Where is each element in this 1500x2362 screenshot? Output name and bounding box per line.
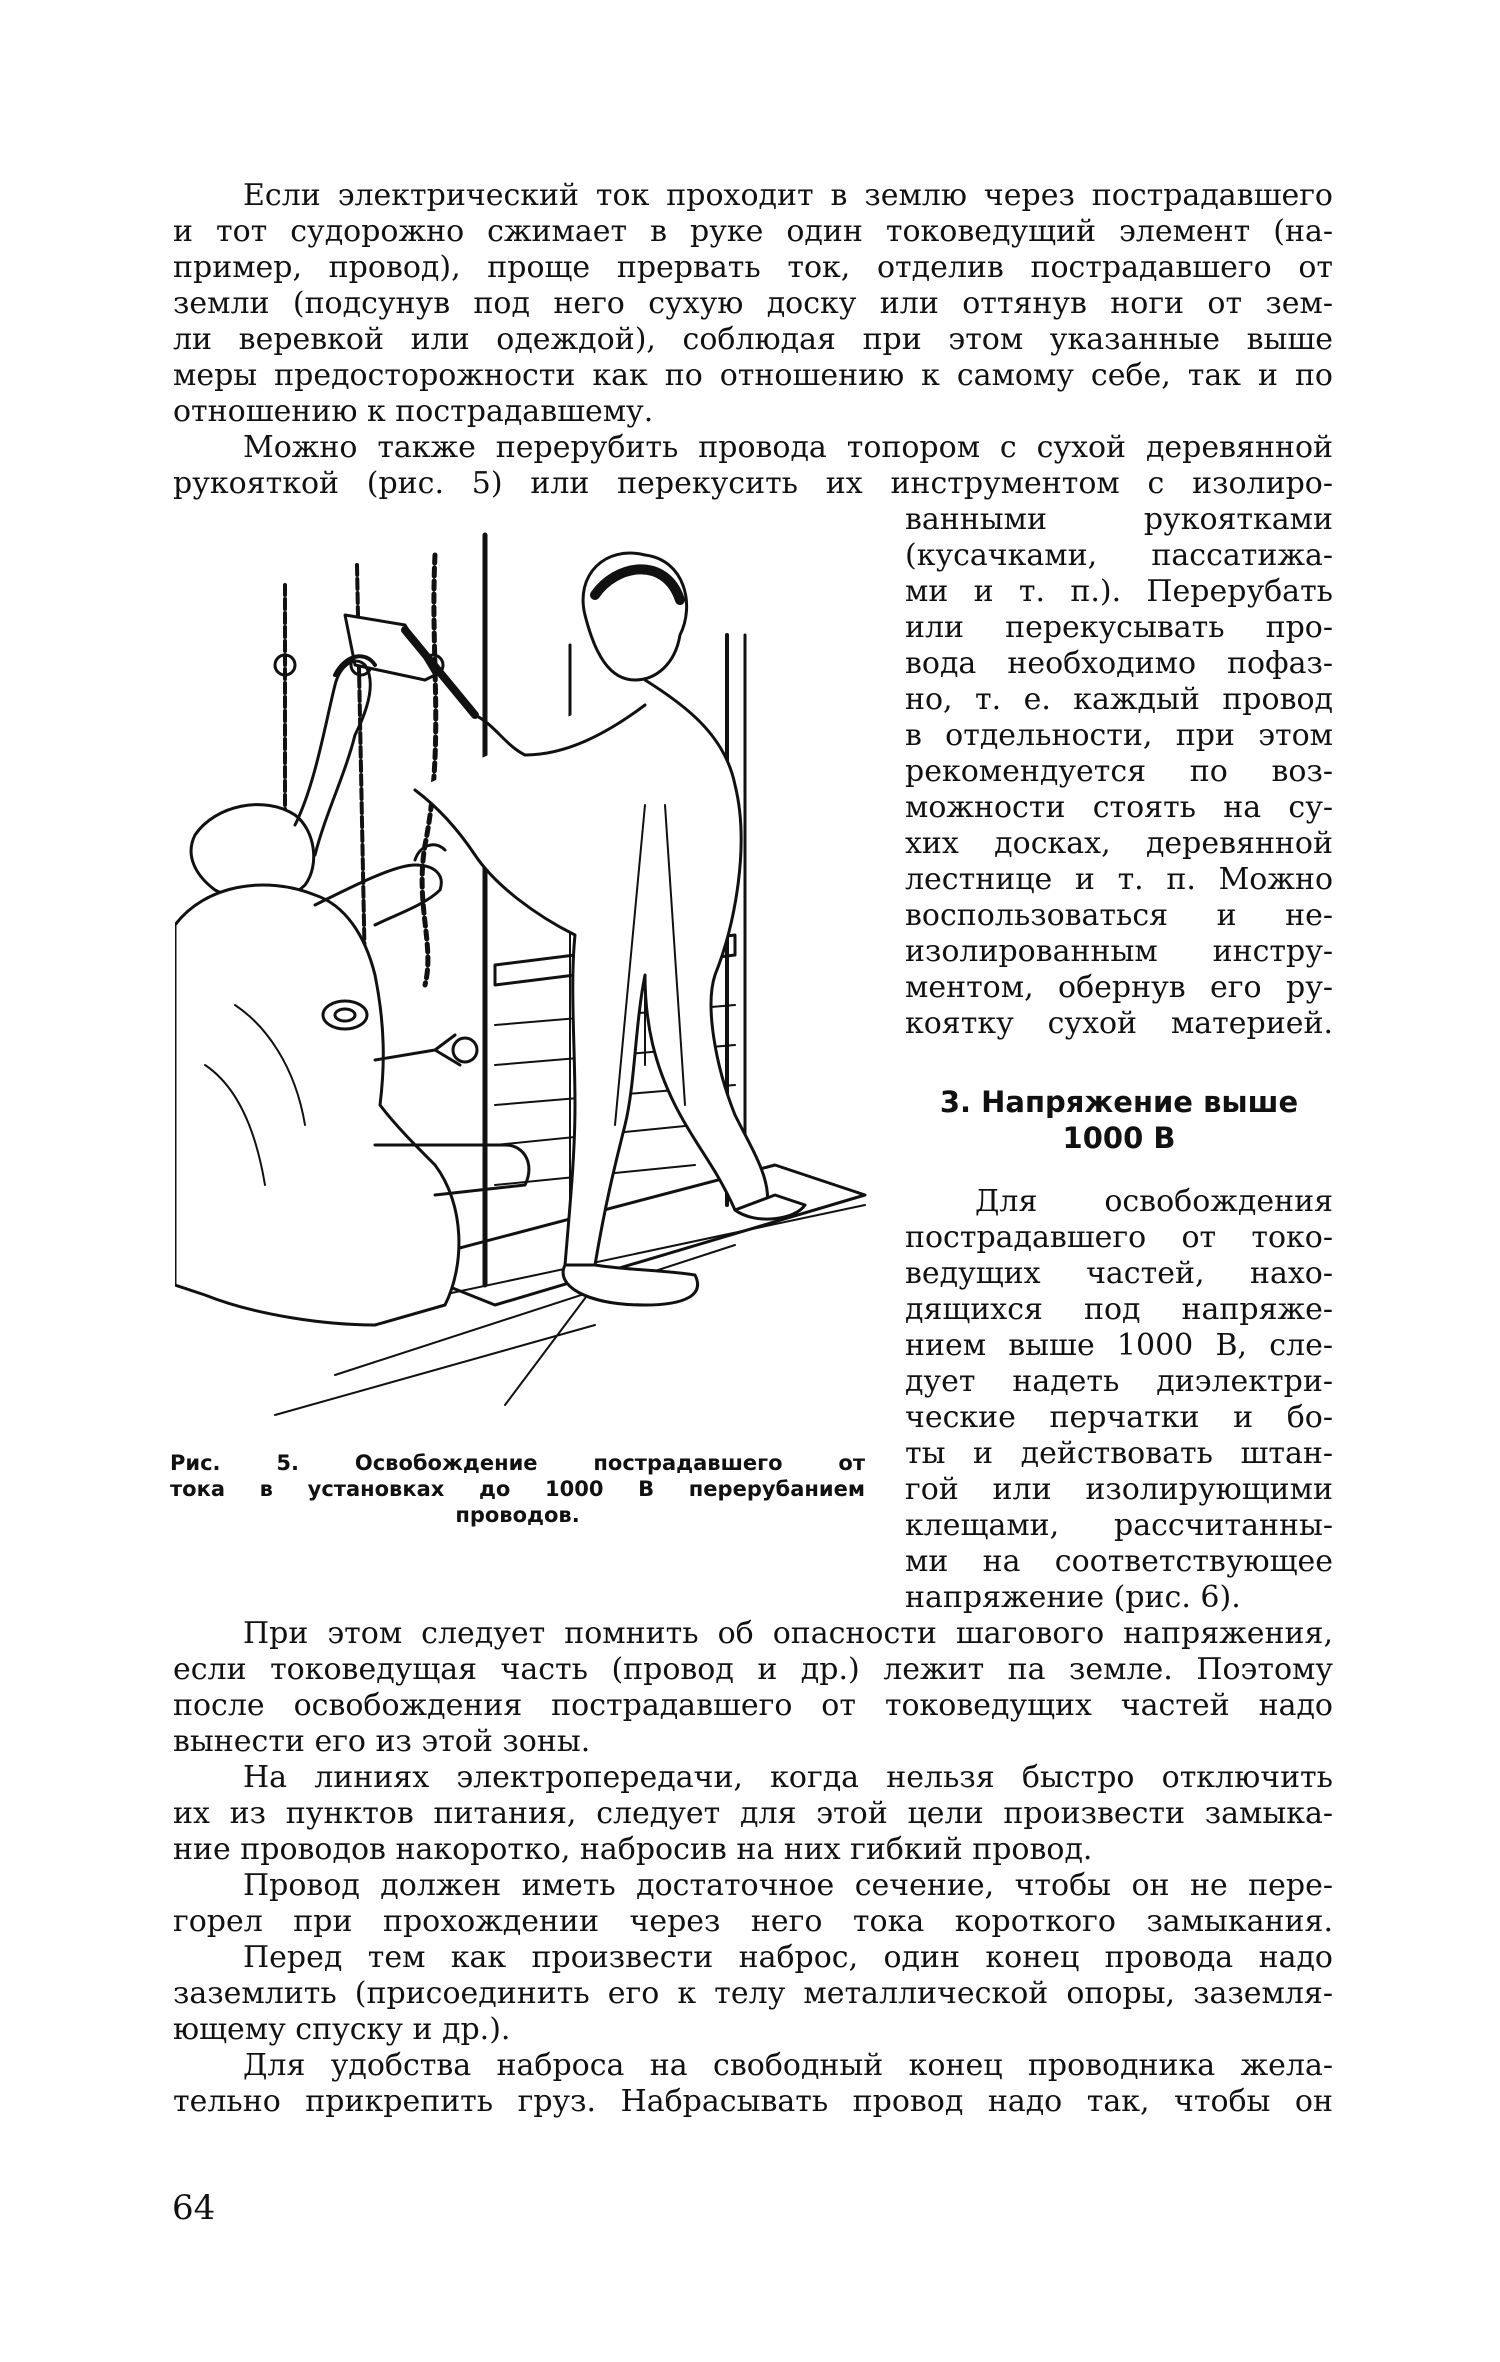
text-line: тельно прикрепить груз. Набрасывать провод надо так, чтобы он [173,2084,1333,2119]
text-line: горел при прохождении через него тока короткого замыкания. [173,1904,1333,1939]
text-line: пострадавшего от токо- [905,1220,1333,1255]
text-line: (кусачками, пассатижа- [905,538,1333,573]
text-line: клещами, рассчитанны- [905,1508,1333,1543]
text-line: дует надеть диэлектри- [905,1364,1333,1399]
text-line: рекомендуется по воз- [905,754,1333,789]
text-line: изолированным инстру- [905,934,1333,969]
text-line: ческие перчатки и бо- [905,1400,1333,1435]
page-number: 64 [172,2188,216,2228]
text-line: хих досках, деревянной [905,826,1333,861]
text-line: меры предосторожности как по отношению к самому себе, так и по [173,358,1333,393]
text-line: воспользоваться и не- [905,898,1333,933]
text-line: земли (подсунув под него сухую доску или оттянув ноги от зем- [173,286,1333,321]
text-line: но, т. е. каждый провод [905,682,1333,717]
text-line: ли веревкой или одеждой), соблюдая при этом указанные выше [173,322,1333,357]
figure-illustration [175,505,895,1430]
text-line: ние проводов накоротко, набросив на них гибкий провод. [173,1832,1093,1867]
text-line: коятку сухой материей. [905,1006,1333,1041]
caption-line: тока в установках до 1000 В перерубанием [170,1477,865,1501]
text-line: Для удобства наброса на свободный конец проводника жела- [243,2048,1333,2083]
text-line: отношению к пострадавшему. [173,394,654,429]
text-line: При этом следует помнить об опасности шагового напряжения, [243,1616,1333,1651]
caption-line: Рис. 5. Освобождение пострадавшего от [170,1451,865,1475]
text-line: ведущих частей, нахо- [905,1256,1333,1291]
text-line: На линиях электропередачи, когда нельзя быстро отключить [243,1760,1333,1795]
text-line: Если электрический ток проходит в землю через пострадавшего [243,178,1333,213]
heading-line: 1000 В [1062,1121,1176,1155]
text-line: пример, провод), проще прервать ток, отделив пострадавшего от [173,250,1333,285]
heading-line: 3. Напряжение выше [939,1085,1299,1119]
text-line: напряжение (рис. 6). [905,1580,1241,1615]
text-line: вода необходимо пофаз- [905,646,1333,681]
text-line: лестнице и т. п. Можно [905,862,1333,897]
text-line: после освобождения пострадавшего от токоведущих частей надо [173,1688,1333,1723]
text-line: гой или изолирующими [905,1472,1333,1507]
text-line: или перекусывать про- [905,610,1333,645]
text-line: ментом, обернув его ру- [905,970,1333,1005]
caption-line: проводов. [455,1503,580,1527]
text-line: вынести его из этой зоны. [173,1724,591,1759]
text-line: Можно также перерубить провода топором с сухой деревянной [243,430,1333,465]
text-line: Для освобождения [975,1184,1333,1219]
text-line: ты и действовать штан- [905,1436,1333,1471]
text-line: дящихся под напряже- [905,1292,1333,1327]
text-line: можности стоять на су- [905,790,1333,825]
text-line: рукояткой (рис. 5) или перекусить их инструментом с изолиро- [173,466,1333,501]
text-line: ющему спуску и др.). [173,2012,511,2047]
text-line: и тот судорожно сжимает в руке один токоведущий элемент (на- [173,214,1333,249]
text-line: Провод должен иметь достаточное сечение, чтобы он не пере- [243,1868,1333,1903]
text-line: нием выше 1000 В, сле- [905,1328,1333,1363]
text-line: Перед тем как произвести наброс, один конец провода надо [243,1940,1333,1975]
text-line: если токоведущая часть (провод и др.) лежит па земле. Поэтому [173,1652,1333,1687]
victim-figure [175,656,529,1325]
text-line: ванными рукоятками [905,502,1333,537]
text-line: в отдельности, при этом [905,718,1333,753]
text-line: заземлить (присоединить его к телу металлической опоры, заземля- [173,1976,1333,2011]
text-line: ми на соответствующее [905,1544,1333,1579]
text-line: их из пунктов питания, следует для этой цели произвести замыка- [173,1796,1333,1831]
text-line: ми и т. п.). Перерубать [905,574,1333,609]
